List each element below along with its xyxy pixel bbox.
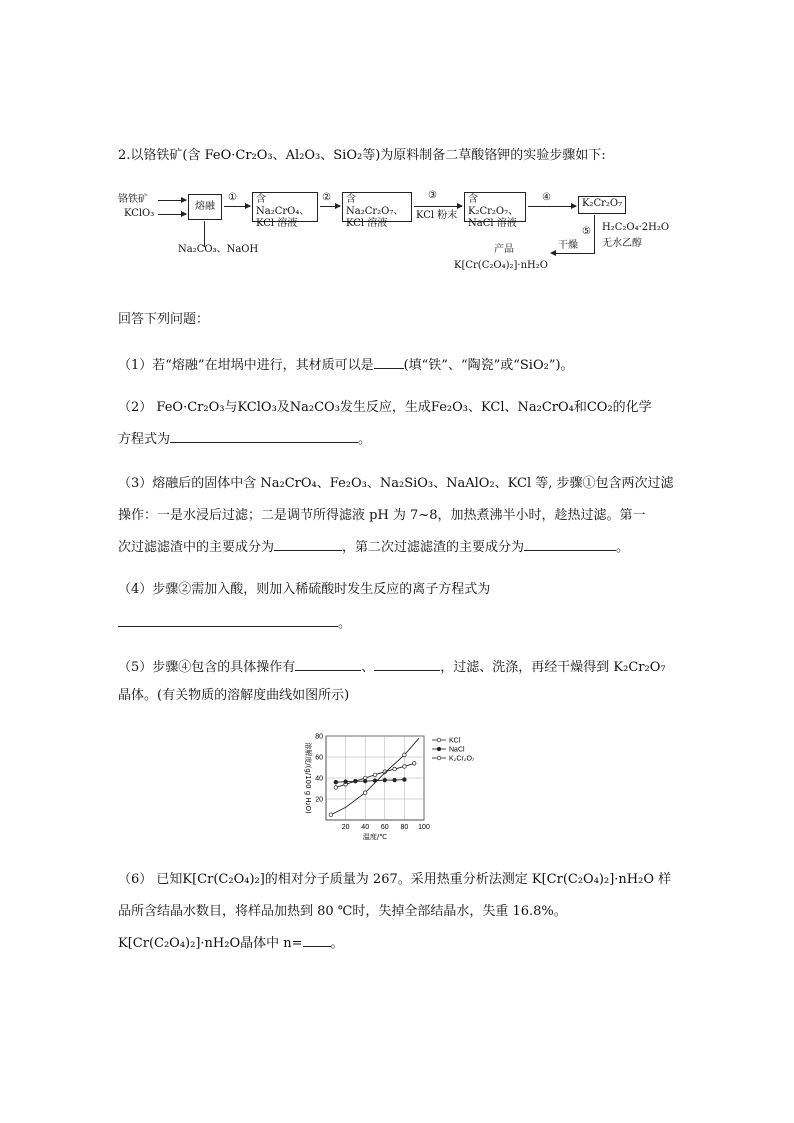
chart-legend (432, 738, 475, 763)
x-tick-label: 60 (380, 824, 389, 831)
arrow-in1 (158, 200, 186, 201)
product-label: 产品 (494, 244, 514, 255)
legend-marker (437, 738, 441, 742)
legend-label: KCl (449, 737, 461, 745)
question-6-line3 (118, 932, 344, 954)
data-point-NaCl (393, 778, 397, 782)
data-point-K₂Cr₂O₇ (363, 791, 367, 795)
question-4-line2 (118, 612, 351, 634)
q6-text-a: K[Cr(C₂O₄)₂]·nH₂O晶体中 n= (118, 936, 303, 951)
reagent-oxalic-acid: H₂C₂O₄·2H₂O (602, 222, 670, 233)
box4-line1: 含 K₂Cr₂O₇、 (468, 194, 519, 217)
q3-text-c: 。 (616, 540, 630, 555)
q5-text-b: 、 (361, 660, 375, 675)
y-axis-label: 溶解度/(g/100 g H₂O) (304, 742, 312, 814)
q3-text-b: ，第二次过滤滤渣的主要成分为 (342, 540, 525, 555)
q4-end: 。 (338, 616, 352, 631)
data-point-K₂Cr₂O₇ (329, 813, 333, 817)
q5-text-c: ，过滤、洗涤，再经干燥得到 K₂Cr₂O₇ (440, 660, 666, 675)
y-tick-label: 80 (315, 733, 323, 741)
data-point-NaCl (403, 778, 407, 782)
box-na2cro4 (252, 192, 318, 229)
data-point-KCl (412, 762, 416, 766)
arrow-in2 (158, 214, 186, 215)
q4-answer-blank[interactable] (118, 612, 338, 627)
q2-prefix: 方程式为 (118, 432, 171, 447)
q1-answer-blank[interactable] (374, 354, 404, 369)
x-axis-label: 温度/℃ (362, 833, 388, 841)
data-point-KCl (334, 786, 338, 790)
question-2-line2 (118, 428, 371, 450)
dry-label: 干燥 (558, 240, 578, 251)
y-tick-label: 20 (315, 796, 323, 804)
data-point-KCl (393, 767, 397, 771)
q3-answer-blank-1[interactable] (274, 536, 342, 551)
q3-answer-blank-2[interactable] (524, 536, 616, 551)
question-5-line2: 晶体。(有关物质的溶解度曲线如图所示) (118, 688, 350, 703)
arrow-to-product (554, 253, 595, 254)
step-3-label: ③ (428, 190, 437, 201)
product-formula: K[Cr(C₂O₄)₂]·nH₂O (454, 260, 548, 271)
q6-answer-blank[interactable] (303, 932, 331, 947)
question-3-line1: （3）熔融后的固体中含 Na₂CrO₄、Fe₂O₃、Na₂SiO₃、NaAlO₂、KCl 等, 步骤①包含两次过滤 (118, 476, 674, 491)
process-flow-diagram (118, 188, 718, 278)
question-intro: 2.以铬铁矿(含 FeO·Cr₂O₃、Al₂O₃、SiO₂等)为原料制备二草酸铬钾的实验步骤如下: (118, 148, 606, 163)
data-point-NaCl (354, 779, 358, 783)
arrow-step3 (414, 206, 462, 207)
x-tick-label: 100 (418, 824, 430, 831)
arrowhead-product (550, 250, 556, 256)
q5-text-a: （5）步骤④包含的具体操作有 (118, 660, 296, 675)
q2-end: 。 (358, 432, 372, 447)
data-point-NaCl (344, 780, 348, 784)
step-2-label: ② (322, 192, 331, 203)
question-3-line2: 操作：一是水浸后过滤；二是调节所得滤液 pH 为 7~8，加热煮沸半小时，趁热过滤。第一 (118, 508, 646, 523)
x-tick-label: 40 (361, 824, 370, 831)
box2-line1: 含 Na₂CrO₄、 (256, 194, 310, 217)
data-point-NaCl (383, 778, 387, 782)
arrow-step2 (320, 206, 340, 207)
question-2-line1: （2） FeO·Cr₂O₃与KClO₃及Na₂CO₃发生反应，生成Fe₂O₃、KCl、Na₂CrO₄和CO₂的化学 (118, 400, 652, 415)
question-6-line1: （6） 已知K[Cr(C₂O₄)₂]的相对分子质量为 267。采用热重分析法测定 K[Cr(C₂O₄)₂]·nH₂O 样 (118, 872, 672, 887)
q5-answer-blank-1[interactable] (295, 656, 361, 671)
question-1 (118, 354, 574, 376)
data-point-K₂Cr₂O₇ (403, 753, 407, 757)
q5-answer-blank-2[interactable] (374, 656, 440, 671)
reagent-ethanol: 无水乙醇 (602, 238, 642, 249)
x-tick-label: 20 (341, 824, 350, 831)
arrow-step4 (528, 206, 576, 207)
chart-axes (304, 734, 430, 842)
y-tick-label: 60 (315, 754, 323, 762)
x-tick-label: 80 (400, 824, 409, 831)
data-point-NaCl (334, 780, 338, 784)
reagent-kcl-powder: KCl 粉末 (416, 210, 458, 221)
box-na2cr2o7 (342, 192, 412, 229)
question-6-line2: 品所含结晶水数目，将样品加热到 80 ℃时，失掉全部结晶水，失重 16.8%。 (118, 904, 567, 919)
q1-text-b: (填“铁”、“陶瓷”或“SiO₂”)。 (403, 358, 574, 373)
box3-line1: 含 Na₂Cr₂O₇、 (346, 194, 404, 217)
legend-marker (437, 756, 441, 760)
step-5-label: ⑤ (582, 226, 591, 237)
legend-label: K₂Cr₂O₇ (449, 755, 475, 763)
question-5-line1 (118, 656, 666, 678)
q1-text-a: （1）若“熔融”在坩埚中进行，其材质可以是 (118, 358, 374, 373)
reagent-na2co3-naoh: Na₂CO₃、NaOH (178, 244, 259, 255)
box2-line2: KCl 溶液 (256, 218, 298, 229)
legend-label: NaCl (449, 746, 465, 754)
step-4-label: ④ (542, 192, 551, 203)
data-point-KCl (373, 773, 377, 777)
step-1-label: ① (228, 192, 237, 203)
arrow-step1 (224, 206, 250, 207)
data-point-NaCl (363, 779, 367, 783)
box3-line2: KCl 溶液 (346, 218, 388, 229)
q2-answer-blank[interactable] (170, 428, 358, 443)
box-k2cr2o7-solution (464, 192, 526, 229)
y-tick-label: 40 (315, 775, 323, 783)
input-chromite: 铬铁矿 (118, 194, 148, 205)
input-kclo3: KClO₃ (124, 208, 155, 219)
data-point-KCl (403, 765, 407, 769)
solubility-chart (296, 728, 506, 848)
box4-line2: NaCl 溶液 (468, 218, 517, 229)
question-4-line1: （4）步骤②需加入酸，则加入稀硫酸时发生反应的离子方程式为 (118, 582, 491, 597)
arrow-step5-vertical (594, 215, 595, 253)
box-k2cr2o7: K₂Cr₂O₇ (578, 196, 626, 214)
box-melting: 熔融 (188, 194, 222, 220)
q3-text-a: 次过滤滤渣中的主要成分为 (118, 540, 275, 555)
question-3-line3 (118, 536, 629, 558)
legend-marker (437, 747, 441, 751)
q6-text-b: 。 (330, 936, 344, 951)
answer-prompt: 回答下列问题： (118, 312, 210, 327)
chart-series (329, 738, 419, 816)
